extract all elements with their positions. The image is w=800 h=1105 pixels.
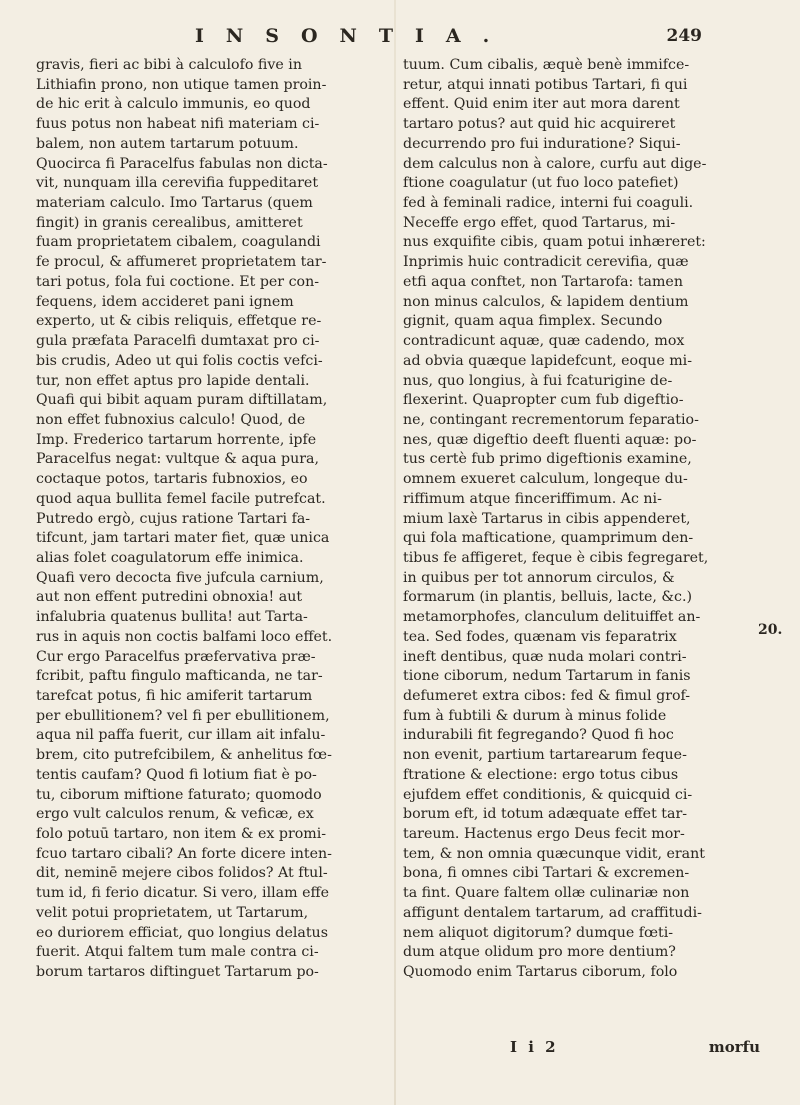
text-line: tartaro potus? aut quid hic acquireret <box>403 116 676 133</box>
text-line: Neceffe ergo effet, quod Tartarus, mi- <box>403 214 676 231</box>
text-line: dit, neminē mejere cibos folidos? At ftul- <box>36 865 328 882</box>
text-line: fcuo tartaro cibali? An forte dicere inten- <box>36 845 332 862</box>
text-line: contradicunt aquæ, quæ cadendo, mox <box>403 333 685 350</box>
text-line: non evenit, partium tartarearum feque- <box>403 747 687 764</box>
text-line: nes, quæ digeftio deeft fluenti aquæ: po- <box>403 431 697 448</box>
text-line: Lithiafin prono, non utique tamen proin- <box>36 76 327 93</box>
text-line: tentis caufam? Quod fi lotium fiat è po- <box>36 766 317 783</box>
text-line: experto, ut & cibis reliquis, effetque re- <box>36 313 322 330</box>
page-footer <box>510 1038 760 1056</box>
page-number: 249 <box>666 26 702 46</box>
text-line: infalubria quatenus bullita! aut Tarta- <box>36 609 308 626</box>
text-line: Quafi vero decocta five jufcula carnium, <box>36 569 324 586</box>
text-line: omnem exueret calculum, longeque du- <box>403 471 688 488</box>
text-line: aqua nil paffa fuerit, cur illam ait infalu- <box>36 727 326 744</box>
text-line: ftione coagulatur (ut fuo loco patefiet) <box>403 175 679 192</box>
text-line: Paracelfus negat: vultque & aqua pura, <box>36 451 320 468</box>
text-line: coctaque potos, tartaris fubnoxios, eo <box>36 471 308 488</box>
running-head <box>70 20 702 52</box>
text-line: flexerint. Quapropter cum fub digeftio- <box>403 392 684 409</box>
text-line: Inprimis huic contradicit cerevifia, quæ <box>403 254 689 271</box>
text-line: affigunt dentalem tartarum, ad craffitudi- <box>403 904 702 921</box>
text-line: ta fint. Quare faltem ollæ culinariæ non <box>403 885 690 902</box>
text-line: vit, nunquam illa cerevifia fuppeditaret <box>36 175 319 192</box>
text-line: metamorphofes, clanculum delituiffet an- <box>403 609 701 626</box>
text-line: in quibus per tot annorum circulos, & <box>403 569 675 586</box>
text-line: gravis, fieri ac bibi à calculofo five in <box>36 57 302 73</box>
page-gutter <box>394 0 396 1105</box>
text-line: borum tartaros diftinguet Tartarum po- <box>36 964 319 981</box>
text-line: non minus calculos, & lapidem dentium <box>403 293 689 310</box>
text-line: tuum. Cum cibalis, æquè benè immifce- <box>403 57 690 73</box>
text-line: qui fola mafticatione, quamprimum den- <box>403 530 694 547</box>
text-line: etfi aqua conftet, non Tartarofa: tamen <box>403 273 683 290</box>
signature-mark: I i 2 <box>510 1038 559 1056</box>
text-line: fed à feminali radice, interni fui coaguli. <box>403 195 694 212</box>
text-line: tu, ciborum miftione faturato; quomodo <box>36 786 322 803</box>
text-line: fingit) in granis cerealibus, amitteret <box>36 214 303 231</box>
text-line: defumeret extra cibos: fed & fimul grof- <box>403 688 691 704</box>
text-line: ftratione & electione: ergo totus cibus <box>403 766 679 783</box>
text-line: de hic erit à calculo immunis, eo quod <box>36 96 311 113</box>
text-line: decurrendo pro fui induratione? Siqui- <box>403 135 681 152</box>
text-line: aut non effent putredini obnoxia! aut <box>36 589 303 606</box>
text-line: tum id, fi ferio dicatur. Si vero, illam effe <box>36 885 329 902</box>
text-line: fuus potus non habeat nifi materiam ci- <box>36 116 320 133</box>
text-line: Quocirca fi Paracelfus fabulas non dicta- <box>36 155 328 172</box>
text-line: riffimum atque finceriffimum. Ac ni- <box>403 490 662 507</box>
text-line: non effet fubnoxius calculo! Quod, de <box>36 411 306 428</box>
right-text-column <box>403 56 752 983</box>
text-line: dum atque olidum pro more dentium? <box>403 944 676 961</box>
text-line: Quomodo enim Tartarus ciborum, folo <box>403 964 678 981</box>
text-line: ne, contingant recrementorum feparatio- <box>403 411 699 428</box>
text-line: tem, & non omnia quæcunque vidit, erant <box>403 845 705 862</box>
text-line: velit potui proprietatem, ut Tartarum, <box>36 904 309 921</box>
text-line: tur, non effet aptus pro lapide dentali. <box>36 372 310 389</box>
text-line: gignit, quam aqua fimplex. Secundo <box>403 313 663 330</box>
text-line: ineft dentibus, quæ nuda molari contri- <box>403 648 687 665</box>
text-line: fum à fubtili & durum à minus folide <box>403 707 667 724</box>
text-line: materiam calculo. Imo Tartarus (quem <box>36 195 313 212</box>
text-line: tione ciborum, nedum Tartarum in fanis <box>403 668 691 685</box>
text-line: Imp. Frederico tartarum horrente, ipfe <box>36 431 317 448</box>
text-line: Quafi qui bibit aquam puram diftillatam, <box>36 392 328 409</box>
text-line: rus in aquis non coctis balfami loco effet. <box>36 628 333 645</box>
text-line: ejufdem effet conditionis, & quicquid ci- <box>403 786 693 803</box>
text-line: bis crudis, Adeo ut qui folis coctis vefci- <box>36 352 323 369</box>
text-line: nus exquifite cibis, quam potui inhæreret: <box>403 234 706 251</box>
text-line: effent. Quid enim iter aut mora darent <box>403 96 680 113</box>
catchword: morfu <box>708 1038 760 1056</box>
text-line: nus, quo longius, à fui fcaturigine de- <box>403 372 673 389</box>
text-line: ad obvia quæque lapidefcunt, eoque mi- <box>403 352 693 369</box>
text-line: borum eft, id totum adæquate effet tar- <box>403 806 688 823</box>
text-line: per ebullitionem? vel fi per ebullitionem, <box>36 707 330 724</box>
text-line: fequens, idem accideret pani ignem <box>36 293 294 310</box>
text-line: tari potus, fola fui coctione. Et per con- <box>36 273 320 290</box>
text-line: indurabili fit fegregando? Quod fi hoc <box>403 727 674 744</box>
running-head-title: INSONTIA. <box>195 25 512 47</box>
text-line: formarum (in plantis, belluis, lacte, &c.) <box>403 589 693 606</box>
text-line: retur, atqui innati potibus Tartari, fi qui <box>403 76 688 93</box>
text-line: brem, cito putrefcibilem, & anhelitus fœ- <box>36 747 332 764</box>
text-line: tibus fe affigeret, feque è cibis fegregaret, <box>403 549 709 566</box>
text-line: balem, non autem tartarum potuum. <box>36 135 299 152</box>
text-line: Cur ergo Paracelfus præfervativa præ- <box>36 648 316 665</box>
text-line: quod aqua bullita femel facile putrefcat. <box>36 490 326 507</box>
text-line: nem aliquot digitorum? dumque fœti- <box>403 924 674 941</box>
text-line: tifcunt, jam tartari mater fiet, quæ unica <box>36 530 330 547</box>
text-line: fe procul, & affumeret proprietatem tar- <box>36 254 327 271</box>
text-line: tareum. Hactenus ergo Deus fecit mor- <box>403 826 685 843</box>
left-text-column <box>36 56 382 983</box>
text-line: folo potuū tartaro, non item & ex promi- <box>36 826 327 843</box>
text-line: bona, fi omnes cibi Tartari & excremen- <box>403 865 690 882</box>
text-line: fcribit, paftu fingulo mafticanda, ne tar- <box>36 668 323 685</box>
text-line: tus certè fub primo digeftionis examine, <box>403 451 692 468</box>
text-line: fuam proprietatem cibalem, coagulandi <box>36 234 321 251</box>
text-line: alias folet coagulatorum effe inimica. <box>36 549 304 566</box>
margin-note: 20. <box>758 622 783 638</box>
text-line: dem calculus non à calore, curfu aut dige- <box>403 155 707 172</box>
text-line: fuerit. Atqui faltem tum male contra ci- <box>36 944 319 961</box>
text-line: ergo vult calculos renum, & veficæ, ex <box>36 806 314 823</box>
text-line: Putredo ergò, cujus ratione Tartari fa- <box>36 510 311 527</box>
text-line: tarefcat potus, fi hic amiferit tartarum <box>36 688 313 704</box>
text-line: mium laxè Tartarus in cibis appenderet, <box>403 510 691 527</box>
text-line: eo duriorem efficiat, quo longius delatus <box>36 924 328 941</box>
text-line: gula præfata Paracelfi dumtaxat pro ci- <box>36 333 320 350</box>
text-line: tea. Sed fodes, quænam vis feparatrix <box>403 628 677 645</box>
